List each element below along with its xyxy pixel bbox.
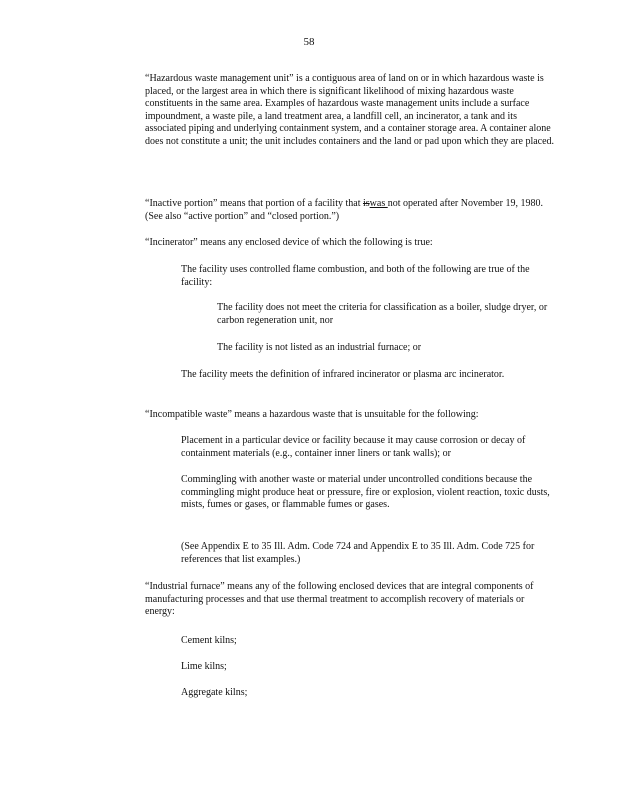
incinerator-criterion-a-ii: The facility is not listed as an industrial furnace; or bbox=[217, 342, 422, 353]
industrial-furnace-item-lime-kilns: Lime kilns; bbox=[181, 661, 227, 672]
incompatible-waste-references: (See Appendix E to 35 Ill. Adm. Code 724 and Appendix E to 35 Ill. Adm. Code 725 for references that list examples.) bbox=[181, 541, 535, 565]
definition-incompatible-waste: “Incompatible waste” means a hazardous waste that is unsuitable for the following: bbox=[145, 409, 479, 420]
industrial-furnace-item-aggregate-kilns: Aggregate kilns; bbox=[181, 687, 248, 698]
definition-incinerator: “Incinerator” means any enclosed device of which the following is true: bbox=[145, 237, 433, 248]
incompatible-waste-criterion-commingling: Commingling with another waste or material under uncontrolled conditions because the commingling might produce heat or pressure, fire or explosion, violent reaction, toxic dusts, mists, fumes or gases, or flammable fumes or gases. bbox=[181, 474, 550, 511]
definition-industrial-furnace: “Industrial furnace” means any of the following enclosed devices that are integral components of manufacturing processes and that use thermal treatment to accomplish recovery of materials or energy: bbox=[145, 581, 534, 618]
inactive-portion-text-after: not operated after November 19, 1980. (See also “active portion” and “closed portion.”) bbox=[145, 198, 543, 222]
incompatible-waste-criterion-placement: Placement in a particular device or facility because it may cause corrosion or decay of containment materials (e.g., container inner liners or tank walls); or bbox=[181, 435, 526, 459]
incinerator-criterion-b: The facility meets the definition of infrared incinerator or plasma arc incinerator. bbox=[181, 369, 505, 380]
struck-text: is bbox=[362, 198, 370, 209]
page-number: 58 bbox=[303, 36, 315, 48]
definition-inactive-portion bbox=[145, 198, 555, 223]
incinerator-criterion-a: The facility uses controlled flame combustion, and both of the following are true of the facility: bbox=[181, 264, 530, 288]
definition-hazardous-waste-management-unit: “Hazardous waste management unit” is a contiguous area of land on or in which hazardous waste is placed, or the largest area in which there is significant likelihood of mixing hazardous waste constituents in the same area. Examples of hazardous waste management units include a surface impoundment, a waste pile, a land treatment area, a landfill cell, an incinerator, a tank and its associated piping and underlying containment system, and a container storage area. A container alone does not constitute a unit; the unit includes containers and the land or pad upon which they are placed. bbox=[145, 73, 555, 147]
industrial-furnace-item-cement-kilns: Cement kilns; bbox=[181, 635, 237, 646]
inactive-portion-text-before: “Inactive portion” means that portion of a facility that bbox=[145, 198, 363, 209]
incinerator-criterion-a-i: The facility does not meet the criteria for classification as a boiler, sludge dryer, or carbon regeneration unit, nor bbox=[217, 302, 548, 326]
inserted-text: was bbox=[369, 198, 388, 209]
